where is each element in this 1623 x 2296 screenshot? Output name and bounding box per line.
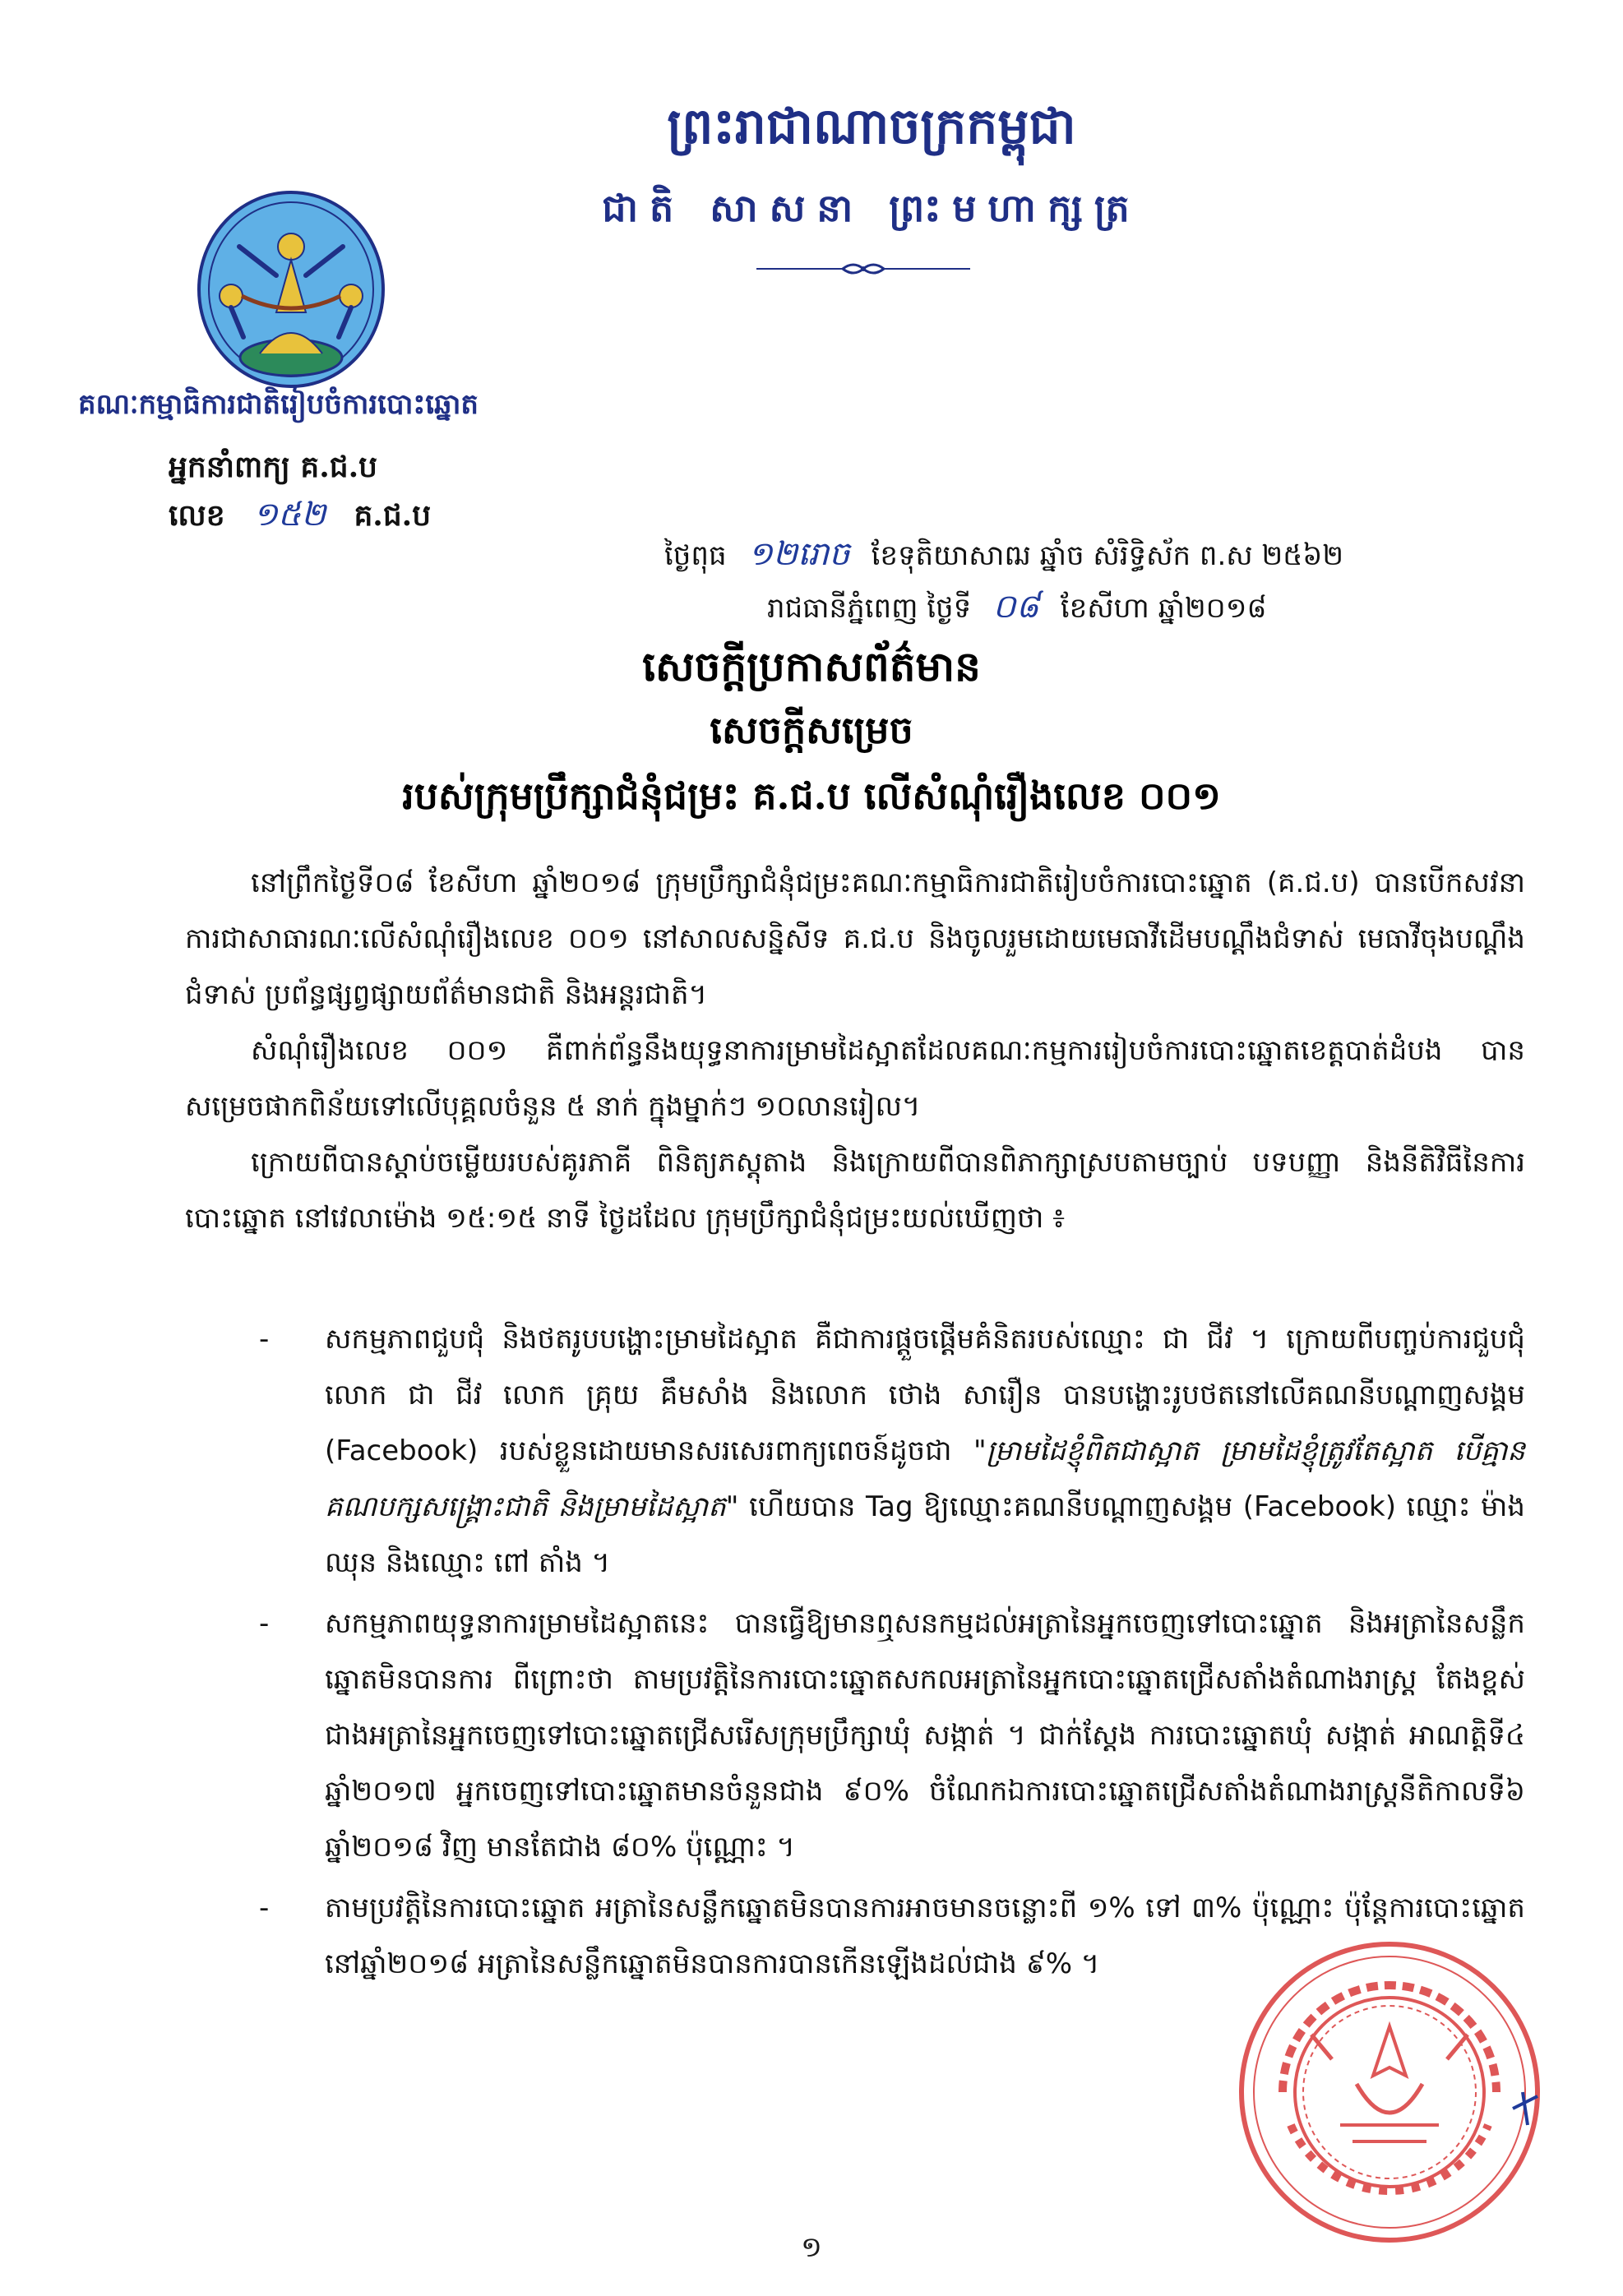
finding-item-2 <box>259 1596 1525 1875</box>
paragraph-1: នៅព្រឹកថ្ងៃទី០៨ ខែសីហា ឆ្នាំ២០១៨ ក្រុមប្រឹក្សាជំនុំជម្រះគណៈកម្មាធិការជាតិរៀបចំការបោះឆ្នោត (គ.ជ.ប) បានបើកសវនាការជាសាធារណៈលើសំណុំរឿងលេខ ០០១ នៅសាលសន្និសីទ គ.ជ.ប និងចូលរួមដោយមេធាវីដើមបណ្តឹងជំទាស់ មេធាវីចុងបណ្តឹងជំទាស់ ប្រព័ន្ធផ្សព្វផ្សាយព័ត៌មានជាតិ និងអន្តរជាតិ។ <box>185 866 1525 1011</box>
lunar-day-handwritten: ១២រោច <box>747 535 850 573</box>
solar-day-handwritten: ០៨ <box>992 588 1039 626</box>
bullet-dash: - <box>259 1323 270 1356</box>
page-number: ១ <box>801 2231 822 2264</box>
organization-name: គណៈកម្មាធិការជាតិរៀបចំការបោះឆ្នោត <box>78 388 479 421</box>
solar-rest: ខែសីហា ឆ្នាំ២០១៨ <box>1060 592 1267 625</box>
ref-suffix: គ.ជ.ប <box>354 498 432 533</box>
decision-subtitle: របស់ក្រុមប្រឹក្សាជំនុំជម្រះ គ.ជ.ប លើសំណុំរឿងលេខ ០០១ <box>402 774 1221 818</box>
paragraph-2: សំណុំរឿងលេខ ០០១ គឺពាក់ព័ន្ធនឹងយុទ្ធនាការម្រាមដៃស្អាតដែលគណៈកម្មការរៀបចំការបោះឆ្នោតខេត្តបាត់ដំបង បានសម្រេចផាកពិន័យទៅលើបុគ្គលចំនួន ៥ នាក់ ក្នុងម្នាក់ៗ ១០លានរៀល។ <box>185 1034 1525 1123</box>
ref-number-handwritten: ១៥២ <box>252 496 326 534</box>
finding-1-quote: "ម្រាមដៃខ្ញុំពិតជាស្អាត ម្រាមដៃខ្ញុំត្រូវតែស្អាត បើគ្មានគណបក្សសង្គ្រោះជាតិ និងម្រាមដៃស្អាត" <box>325 1434 1525 1523</box>
lunar-prefix: ថ្ងៃពុធ <box>664 539 727 572</box>
body-text <box>185 855 1525 1246</box>
finding-3-text: តាមប្រវត្តិនៃការបោះឆ្នោត អត្រានៃសន្លឹកឆ្នោតមិនបានការអាចមានចន្លោះពី ១% ទៅ ៣% ប៉ុណ្ណោះ ប៉ុន្តែការបោះឆ្នោតនៅឆ្នាំ២០១៨ អត្រានៃសន្លឹកឆ្នោតមិនបានការបានកើនឡើងដល់ជាង ៩% ។ <box>325 1892 1525 1980</box>
press-release-title: សេចក្តីប្រកាសព័ត៌មាន <box>642 642 981 691</box>
ref-label: លេខ <box>169 498 225 533</box>
finding-2-text: សកម្មភាពយុទ្ធនាការម្រាមដៃស្អាតនេះ បានធ្វើឱ្យមានឮសនកម្មដល់អត្រានៃអ្នកចេញទៅបោះឆ្នោត និងអត្រានៃសន្លឹកឆ្នោតមិនបានការ ពីព្រោះថា តាមប្រវត្តិនៃការបោះឆ្នោតសកលអត្រានៃអ្នកបោះឆ្នោតជ្រើសតាំងតំណាងរាស្ត្រ តែងខ្ពស់ជាងអត្រានៃអ្នកចេញទៅបោះឆ្នោតជ្រើសរើសក្រុមប្រឹក្សាឃុំ សង្កាត់ ។ ជាក់ស្តែង ការបោះឆ្នោតឃុំ សង្កាត់ អាណត្តិទី៤ ឆ្នាំ២០១៧ អ្នកចេញទៅបោះឆ្នោតមានចំនួនជាង ៩០% ចំណែកឯការបោះឆ្នោតជ្រើសតាំងតំណាងរាស្ត្រនីតិកាលទី៦ ឆ្នាំ២០១៨ វិញ មានតែជាង ៨០% ប៉ុណ្ណោះ ។ <box>325 1607 1525 1864</box>
lunar-rest: ខែទុតិយាសាឍ ឆ្នាំច សំរិទ្ធិស័ក ព.ស ២៥៦២ <box>871 539 1344 572</box>
findings-list <box>259 1311 1525 1997</box>
finding-1-text-a: សកម្មភាពជួបជុំ និងថតរូបបង្ហោះម្រាមដៃស្អាត គឺជាការផ្តួចផ្តើមគំនិតរបស់ឈ្មោះ ជា ជីវ ។ ក្រោយពីបញ្ចប់ការជួបជុំ លោក ជា ជីវ លោក គ្រុយ គឹមសាំង និងលោក ថោង សារឿន បានបង្ហោះរូបថតនៅលើគណនីបណ្តាញសង្គម (Facebook) របស់ខ្លួនដោយមានសរសេរពាក្យពេចន៍ដូចជា <box>325 1323 1525 1467</box>
spokesperson-label: អ្នកនាំពាក្យ គ.ជ.ប <box>169 450 377 484</box>
reference-number <box>169 493 431 542</box>
ornament-divider <box>756 259 970 279</box>
nec-logo <box>194 189 388 395</box>
national-motto: ជាតិ សាសនា ព្រះមហាក្សត្រ <box>602 186 1141 230</box>
solar-date <box>767 585 1540 634</box>
decision-title: សេចក្តីសម្រេច <box>710 708 913 752</box>
bullet-dash: - <box>259 1892 270 1924</box>
kingdom-title: ព្រះរាជាណាចក្រកម្ពុជា <box>667 98 1076 155</box>
lunar-date <box>664 533 1536 581</box>
finding-item-1 <box>259 1311 1525 1591</box>
finding-1-text-b: ហើយបាន Tag ឱ្យឈ្មោះគណនីបណ្តាញសង្គម (Facebook) ឈ្មោះ ម៉ាង ឈុន និងឈ្មោះ ពៅ តាំង ។ <box>325 1490 1525 1579</box>
paragraph-3: ក្រោយពីបានស្តាប់ចម្លើយរបស់គូរភាគី ពិនិត្យភស្តុតាង និងក្រោយពីបានពិភាក្សាស្របតាមច្បាប់ បទបញ្ញា និងនីតិវិធីនៃការបោះឆ្នោត នៅវេលាម៉ោង ១៥:១៥ នាទី ថ្ងៃដដែល ក្រុមប្រឹក្សាជំនុំជម្រះយល់ឃើញថា ៖ <box>185 1146 1525 1235</box>
official-seal <box>1233 1936 1546 2248</box>
solar-prefix: រាជធានីភ្នំពេញ ថ្ងៃទី <box>767 592 972 625</box>
bullet-dash: - <box>259 1607 270 1640</box>
